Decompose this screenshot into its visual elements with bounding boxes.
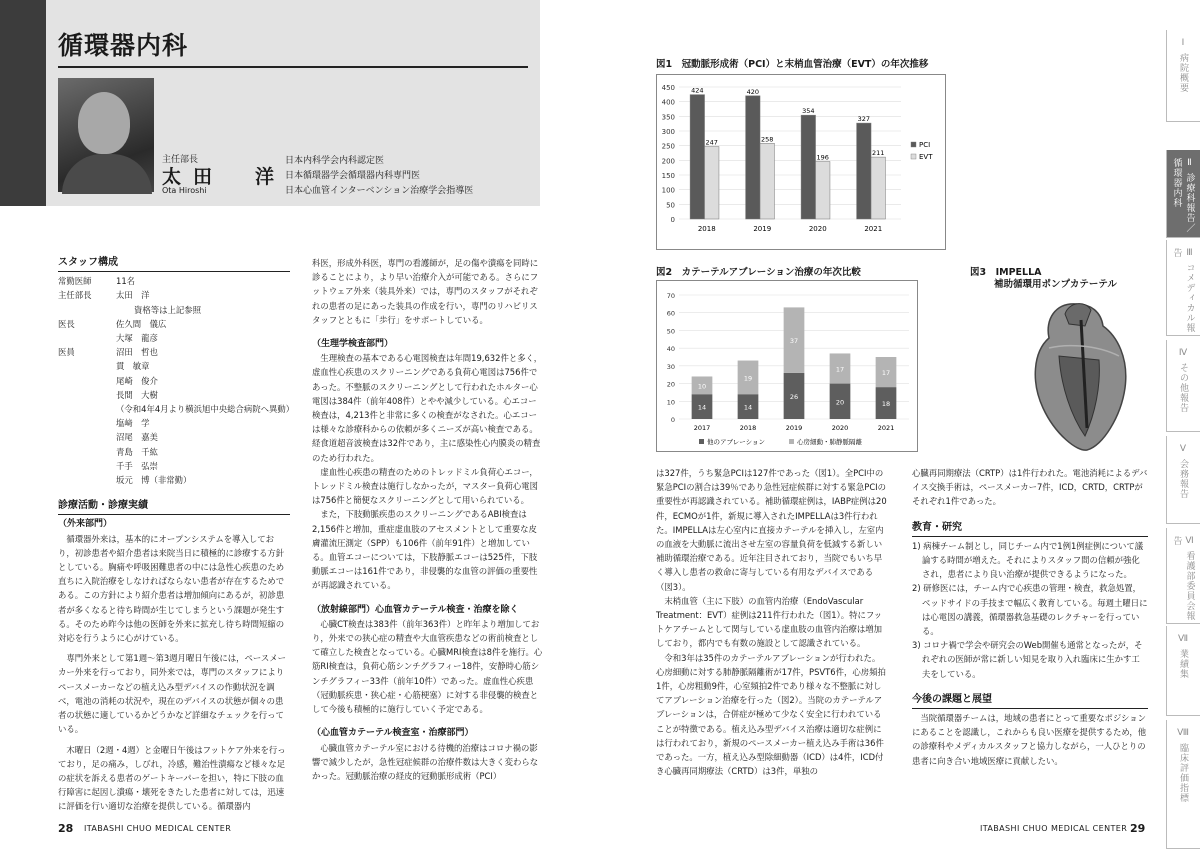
chapter-tabs	[1166, 0, 1200, 849]
staff-value: 沼田 哲也	[116, 347, 158, 358]
paragraph: 当院循環器チームは，地域の患者にとって重要なポジションにあることを認識し，これからも良い医療を提供するため，他の診療科やメディカルスタッフと協力しながら，一人ひとりの患者に向き合い地域医療に貢献したい。	[912, 713, 1147, 766]
figure2-title: 図2 カテーテルアブレーション治療の年次比較	[656, 267, 861, 278]
y-tick-label: 0	[670, 216, 675, 224]
y-tick-label: 250	[661, 142, 675, 151]
left-column-1	[58, 256, 295, 814]
data-label: 211	[872, 149, 885, 158]
y-tick-label: 400	[661, 98, 675, 107]
right-column-1	[656, 466, 888, 778]
paragraph: 循環器外来は，基本的にオープンシステムを導入しており，初診患者や紹介患者は来院当日に積極的に診療する方針としている。胸痛や呼吸困難患者の中には急性心疾患のため直ちに入院治療をしなければならない患者が存在するためである。この方針により紹介患者は増加傾向にあるが，初診患者が多くなると待ち時間が生じてしまうという課題が発生する。そのため昨今は他の医師を外来に拡充し待ち時間短縮の対応を行うように心がけている。	[58, 533, 285, 644]
bar	[690, 95, 704, 219]
staff-value: 11名	[116, 276, 136, 287]
pci-evt-chart	[657, 75, 947, 251]
staff-row	[58, 473, 290, 487]
chapter-tab[interactable]	[1166, 30, 1200, 122]
chapter-tab[interactable]	[1166, 436, 1200, 524]
staff-row	[58, 402, 295, 416]
photo-head-shape	[78, 92, 130, 154]
left-column-2	[312, 256, 544, 783]
y-tick-label: 30	[666, 362, 675, 371]
paragraph: 心臓CT検査は383件（前年363件）と昨年より増加しており，外来での狭心症の精査や大血管疾患などの術前検査として確立した検査となっている。心臓MRI検査は8件を施行。心筋RI検査は，負荷心筋シンチグラフィー18件，安静時心筋シンチグラフィー33件（前年10件）であった。虚血性心疾患（冠動脈疾患・狭心症・心筋梗塞）に対する非侵襲的検査として今後も積極的に施行していく予定である。	[312, 618, 543, 715]
doctor-name: 太田 洋	[162, 166, 287, 188]
paragraph: 末梢血管（主に下肢）の血管内治療（EndoVascular Treatment：EVT）症例は211件行われた（図1）。特にフットケアチームとして関与している虚血肢の血管内治療は増加しており，都内でも有数の施設として認識されている。	[656, 595, 883, 649]
paragraph: 生理検査の基本である心電図検査は年間19,632件と多く，虚血性心疾患のスクリーニングである負荷心電図は756件であった。不整脈のスクリーニングとして行われたホルター心電図は384件（前年408件）とやや減少している。心エコー検査は，4,213件と非常に多くの検査がなされた。心エコーは様々な診療科からの依頼が多くニーズが高い検査である。経食道超音波検査は32件であり，主に感染性心内膜炎の精査のため行われた。	[312, 353, 543, 463]
figure3-title: 図3 IMPELLA	[970, 267, 1042, 278]
figure1-title: 図1 冠動脈形成術（PCI）と末梢血管治療（EVT）の年次推移	[656, 59, 929, 70]
title-rule	[58, 66, 528, 68]
y-tick-label: 50	[666, 201, 675, 210]
x-tick-label: 2021	[864, 225, 883, 233]
legend-swatch	[699, 439, 704, 444]
paragraph: 心臓血管カテーテル室における待機的治療はコロナ禍の影響で減少したが，急性冠症候群の治療件数は大きく変わらなかった。冠動脈治療の経皮的冠動脈形成術（PCI）	[312, 742, 539, 781]
education-item: 1) 病棟チーム制とし，同じチーム内で1例1例症例について議論する時間が増えた。それによりスタッフ間の信頼が強化され，患者により良い治療が提供できるようになった。	[912, 540, 1144, 580]
staff-value: 青島 千紘	[116, 446, 158, 457]
staff-value: 沼尾 嘉美	[116, 432, 158, 443]
paragraph: 木曜日（2週・4週）と金曜日午後はフットケア外来を行っており，足の痛み，しびれ，冷感，難治性潰瘍など様々な足の症状を訴える患者のゲートキーパーを担い，特に下肢の血行障害に起因し潰瘍・壊死をきたした患者に対しては，迅速に評価を行い適切な治療を提供している。循環器内	[58, 744, 286, 812]
staff-list	[58, 274, 295, 487]
doctor-name-en: Ota Hiroshi	[162, 186, 207, 195]
staff-row	[58, 416, 290, 430]
bar	[760, 143, 774, 219]
legend-label: 心房細動・肺静脈隔離	[797, 438, 862, 446]
staff-value: 佐久間 儀広	[116, 318, 167, 329]
chapter-tab[interactable]	[1166, 528, 1200, 624]
page-number: 28	[58, 822, 74, 835]
paragraph: 虚血性心疾患の精査のためのトレッドミル負荷心エコー，トレッドミル検査は施行しなかったが，マスター負荷心電図は756件と簡便なスクリーニングとして用いられている。	[312, 466, 539, 506]
bar	[705, 147, 719, 219]
chapter-tab-label: Ⅲ コメディカル報告	[1171, 248, 1195, 333]
legend-label: 他のアブレーション	[707, 438, 765, 446]
data-label: 327	[857, 115, 871, 124]
staff-row	[58, 388, 290, 402]
staff-value: 長間 大樹	[116, 389, 158, 400]
y-tick-label: 350	[661, 113, 675, 122]
data-label: 424	[691, 86, 704, 95]
staff-label	[58, 445, 116, 459]
x-tick-label: 2019	[785, 424, 803, 432]
data-label: 37	[789, 337, 799, 346]
figure1-chart	[656, 74, 946, 250]
chapter-tab-label: Ⅵ 看護部委員会報告	[1171, 536, 1195, 621]
data-label: 10	[697, 382, 707, 391]
staff-value: 坂元 博（非常勤）	[116, 475, 192, 486]
data-label: 19	[743, 374, 753, 383]
staff-value: 太田 洋	[116, 290, 150, 301]
doctor-certs	[285, 154, 473, 199]
chapter-tab-label: Ⅳ その他報告	[1178, 348, 1188, 413]
staff-label	[58, 459, 116, 473]
header-accent-bar	[0, 0, 46, 206]
outpatient-heading: （外来部門）	[58, 519, 113, 530]
y-tick-label: 100	[661, 186, 675, 195]
staff-label: 医長	[58, 318, 75, 329]
chapter-tab-label: Ⅰ 病院概要	[1178, 38, 1188, 93]
impella-heart-illustration	[1025, 296, 1135, 456]
paragraph: 令和3年は35件のカテーテルアブレーションが行われた。心房細動に対する肺静脈隔離術が17件，PSVT6件，心房頻拍1件，心房粗動9件，心室頻拍2件であり様々な不整脈に対してアブレーション治療を行った（図2）。当院のカテーテルアブレーションは，合併症が極めて少なく安全に行われていることが特徴である。植え込み型デバイス治療は適切な症例には行われており，新規のペースメーカー植え込み手術は36件であった。一方，植え込み型除細動器（ICD）は4件，ICD付き心臓再同期療法（CRTD）は3件，単独の	[656, 652, 886, 777]
education-item: 3) コロナ禍で学会や研究会のWeb開催も通常となったが，それぞれの医師が常に新しい知見を取り入れ臨床に生かす工夫をしている。	[912, 640, 1143, 679]
bar	[871, 157, 885, 219]
data-label: 14	[697, 403, 707, 412]
staff-label	[58, 416, 116, 430]
staff-label	[58, 402, 116, 416]
bar	[801, 115, 815, 219]
physiology-heading: （生理学検査部門）	[312, 339, 394, 350]
data-label: 17	[881, 369, 891, 378]
staff-label	[58, 303, 116, 317]
figure3-subtitle: 補助循環用ポンプカテーテル	[994, 279, 1117, 290]
staff-label	[58, 473, 116, 487]
data-label: 354	[802, 107, 815, 116]
chapter-tab[interactable]	[1166, 626, 1200, 716]
staff-label	[58, 331, 116, 345]
staff-label	[58, 359, 116, 373]
staff-label: 主任部長	[58, 290, 92, 301]
y-tick-label: 10	[666, 398, 675, 407]
right-column-2	[912, 466, 1148, 768]
activity-heading: 診療活動・診療実績	[58, 499, 290, 515]
staff-row	[58, 288, 290, 302]
staff-value: （令和4年4月より横浜旭中央総合病院へ異動）	[116, 404, 295, 415]
chapter-tab[interactable]	[1166, 150, 1200, 238]
staff-label: 医員	[58, 347, 75, 358]
y-tick-label: 450	[661, 84, 675, 92]
staff-row	[58, 317, 290, 331]
chapter-tab-label: Ⅴ 会務報告	[1178, 444, 1188, 499]
x-tick-label: 2018	[697, 225, 716, 233]
staff-value: 千手 弘崇	[116, 460, 158, 471]
y-tick-label: 20	[666, 380, 675, 389]
paragraph: 科医，形成外科医，専門の看護師が，足の傷や潰瘍を同時に診ることにより，より早い治療介入が可能である。さらにフットウェア外来（装具外来）では，専門のスタッフがそれぞれの患者の足にあった装具の作成を行い，専門のリハビリスタッフとともに「歩行」をサポートしている。	[312, 258, 539, 325]
doctor-photo	[58, 78, 154, 192]
x-tick-label: 2019	[753, 225, 772, 233]
chapter-tab[interactable]	[1166, 720, 1200, 849]
staff-row	[58, 374, 290, 388]
data-label: 17	[835, 365, 845, 374]
staff-label	[58, 388, 116, 402]
ablation-chart	[657, 281, 919, 453]
paragraph: また，下肢動脈疾患のスクリーニングであるABI検査は2,156件と増加，重症虚血肢のアセスメントとして重要な皮膚灌流圧測定（SPP）も106件（前年91件）と増加している。血管エコーについては，下肢静脈エコーは525件，下肢動脈エコーは161件であり，非侵襲的な血管の評価の重要性が再認識されている。	[312, 509, 538, 591]
staff-row	[58, 445, 290, 459]
cert-line: 日本循環器学会循環器内科専門医	[285, 171, 421, 181]
paragraph: は327件，うち緊急PCIは127件であった（図1）。全PCI中の緊急PCIの割合は39％であり急性冠症候群に対する緊急PCIの重要性が再認識されている。補助循環症例は，IABP症例は20件，ECMOが1件，新規に導入されたIMPELLAは3件行われた。IMPELLAは左心室内に直接カテーテルを挿入し，左室内の血液を大動脈に流出させ左室の容量負荷を低減する新しい補助循環治療である。近年注目されており，当院でもいち早く導入し患者の救命に寄与している有用なデバイスである（図3）。	[656, 468, 887, 592]
staff-value: 貫 敏章	[116, 361, 150, 372]
x-tick-label: 2020	[808, 225, 827, 233]
data-label: 258	[761, 135, 774, 144]
y-tick-label: 60	[666, 309, 675, 318]
legend-swatch	[911, 142, 916, 147]
staff-row	[58, 303, 290, 317]
data-label: 26	[789, 392, 799, 401]
x-tick-label: 2021	[877, 424, 895, 432]
legend-swatch	[911, 154, 916, 159]
bar	[816, 162, 830, 219]
chapter-tab[interactable]	[1166, 340, 1200, 432]
chapter-tab-label: Ⅱ 診療科報告／循環器内科	[1171, 158, 1195, 233]
paragraph: 心臓再同期療法（CRTP）は1件行われた。電池消耗によるデバイス交換手術は，ペースメーカー7件，ICD，CRTD，CRTPがそれぞれ1件であった。	[912, 468, 1148, 507]
x-tick-label: 2018	[739, 424, 757, 432]
staff-label	[58, 374, 116, 388]
staff-row	[58, 331, 290, 345]
page-number: 29	[1130, 822, 1146, 835]
doctor-role: 主任部長	[162, 155, 199, 165]
bar	[857, 123, 871, 219]
staff-label: 常勤医師	[58, 276, 92, 287]
staff-row	[58, 430, 290, 444]
radiology-heading: （放射線部門）心血管カテーテル検査・治療を除く	[312, 604, 519, 615]
legend-swatch	[789, 439, 794, 444]
page-title: 循環器内科	[58, 31, 189, 60]
y-tick-label: 40	[666, 345, 675, 354]
data-label: 247	[705, 138, 718, 147]
chapter-tab[interactable]	[1166, 240, 1200, 336]
paragraph: 専門外来として第1週〜第3週月曜日午後には，ペースメーカー外来を行っており，同外来では，専門のスタッフによりペースメーカーなどの植え込み型デバイスの作動状況を調べ，電池の消耗の状況や，現在のデバイスの状態が個々の患者の状態に適しているかどうかなど詳細なチェックを行っている。	[58, 653, 287, 735]
education-item: 2) 研修医には，チーム内で心疾患の管理・検査，救急処置，ベッドサイドの手技まで幅広く教育している。毎週土曜日には心電図の講義，循環器救急基礎のレクチャーを行っている。	[912, 583, 1148, 637]
data-label: 196	[816, 153, 829, 162]
figure2-chart	[656, 280, 918, 452]
y-tick-label: 200	[661, 157, 675, 166]
y-tick-label: 70	[666, 292, 675, 300]
staff-row	[58, 359, 290, 373]
education-heading: 教育・研究	[912, 521, 1148, 537]
data-label: 18	[881, 400, 891, 409]
footer-text: ITABASHI CHUO MEDICAL CENTER	[980, 824, 1128, 833]
y-tick-label: 300	[661, 128, 675, 136]
staff-row	[58, 345, 290, 359]
staff-value: 塩﨑 学	[116, 418, 150, 429]
staff-value: 大塚 龍彦	[116, 333, 158, 344]
y-tick-label: 50	[666, 327, 675, 336]
legend-label: EVT	[919, 153, 933, 161]
staff-heading: スタッフ構成	[58, 256, 290, 272]
data-label: 14	[743, 403, 753, 412]
staff-value: 資格等は上記参照	[134, 304, 201, 315]
staff-value: 尾崎 俊介	[116, 375, 158, 386]
x-tick-label: 2020	[831, 424, 849, 432]
chapter-tab-label: Ⅷ 臨床評価指標	[1178, 728, 1188, 803]
cert-line: 日本内科学会内科認定医	[285, 156, 385, 166]
photo-body-shape	[62, 154, 152, 194]
future-heading: 今後の課題と展望	[912, 693, 1148, 709]
y-tick-label: 0	[670, 416, 675, 424]
staff-row	[58, 459, 290, 473]
y-tick-label: 150	[661, 172, 675, 180]
chapter-tab-label: Ⅶ 業績集	[1178, 634, 1188, 679]
footer-text: ITABASHI CHUO MEDICAL CENTER	[84, 824, 232, 833]
data-label: 420	[746, 87, 760, 96]
cert-line: 日本心血管インターベンション治療学会指導医	[285, 186, 474, 196]
staff-row	[58, 274, 290, 288]
legend-label: PCI	[919, 141, 931, 149]
bar	[746, 96, 760, 219]
data-label: 20	[835, 398, 845, 407]
x-tick-label: 2017	[693, 424, 711, 432]
cath-heading: （心血管カテーテル検査室・治療部門）	[312, 728, 474, 739]
staff-label	[58, 430, 116, 444]
